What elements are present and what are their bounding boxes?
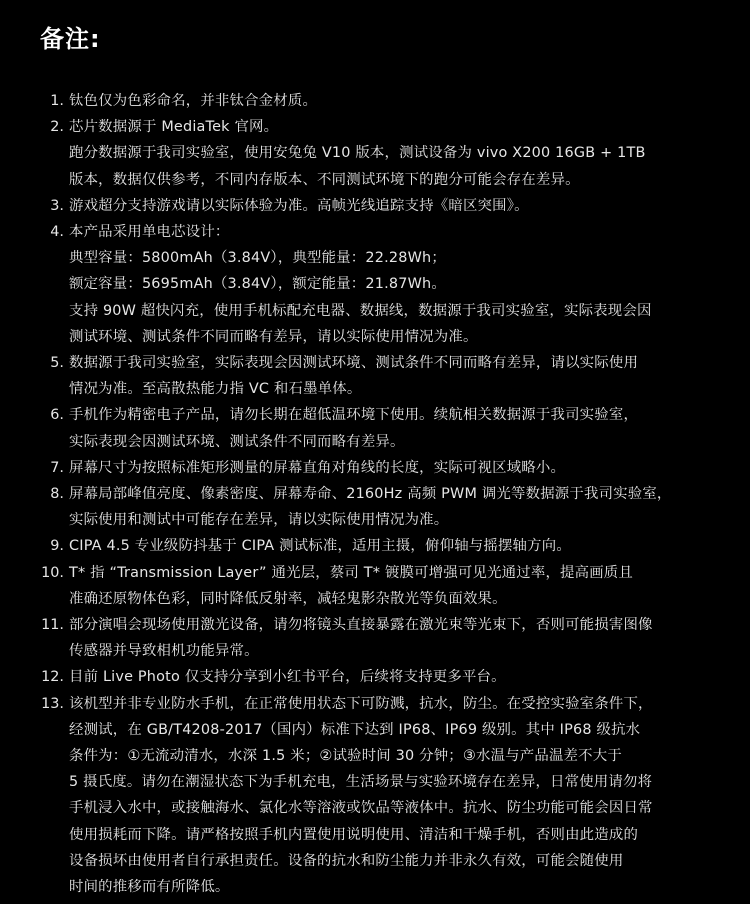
note-item <box>0 533 750 559</box>
notes-list <box>0 88 750 900</box>
note-text-line: 游戏超分支持游戏请以实际体验为准。高帧光线追踪支持《暗区突围》。 <box>69 197 529 214</box>
note-item <box>0 350 750 402</box>
note-number: 3. <box>50 197 64 214</box>
note-text-line: 数据源于我司实验室，实际表现会因测试环境、测试条件不同而略有差异，请以实际使用 <box>69 355 639 372</box>
note-item <box>0 402 750 454</box>
note-text-line: 跑分数据源于我司实验室，使用安兔兔 V10 版本，测试设备为 vivo X200 16GB + 1TB <box>69 145 646 162</box>
note-text-line: 本产品采用单电芯设计： <box>69 224 230 241</box>
note-text-line: 使用损耗而下降。请严格按照手机内置使用说明使用、清洁和干燥手机，否则由此造成的 <box>69 826 639 843</box>
note-text-line: 支持 90W 超快闪充，使用手机标配充电器、数据线，数据源于我司实验室，实际表现会因 <box>69 302 652 319</box>
note-item <box>0 481 750 533</box>
note-text-line: 5 摄氏度。请勿在潮湿状态下为手机充电，生活场景与实验环境存在差异，日常使用请勿将 <box>69 774 653 791</box>
note-text-line: 传感器并导致相机功能异常。 <box>69 643 259 660</box>
note-number: 1. <box>50 93 64 109</box>
note-text-line: 实际使用和测试中可能存在差异，请以实际使用情况为准。 <box>69 512 449 529</box>
note-text-line: 条件为：①无流动清水，水深 1.5 米；②试验时间 30 分钟；③水温与产品温差不大于 <box>69 748 622 765</box>
note-text-line: 经测试，在 GB/T4208-2017（国内）标准下达到 IP68、IP69 级别。其中 IP68 级抗水 <box>69 721 641 738</box>
note-text-line: 手机作为精密电子产品，请勿长期在超低温环境下使用。续航相关数据源于我司实验室， <box>69 407 639 424</box>
note-number: 9. <box>50 538 64 555</box>
note-item <box>0 193 750 219</box>
note-item <box>0 560 750 612</box>
note-text-line: 设备损坏由使用者自行承担责任。设备的抗水和防尘能力并非永久有效，可能会随使用 <box>69 852 624 869</box>
note-number: 10. <box>41 564 64 581</box>
note-item <box>0 691 750 901</box>
note-text-line: 该机型并非专业防水手机，在正常使用状态下可防溅，抗水，防尘。在受控实验室条件下， <box>69 695 653 712</box>
note-item <box>0 612 750 664</box>
note-text-line: 实际表现会因测试环境、测试条件不同而略有差异。 <box>69 433 405 450</box>
note-text-line: 目前 Live Photo 仅支持分享到小红书平台，后续将支持更多平台。 <box>69 669 506 686</box>
note-text-line: 典型容量：5800mAh（3.84V），典型能量：22.28Wh； <box>69 250 446 267</box>
note-item <box>0 455 750 481</box>
note-number: 6. <box>50 407 64 424</box>
note-number: 11. <box>41 617 64 634</box>
note-number: 5. <box>50 355 64 372</box>
note-text-line: 芯片数据源于 MediaTek 官网。 <box>69 119 279 136</box>
notes-heading: 备注: <box>40 25 101 53</box>
note-item <box>0 88 750 114</box>
note-text-line: 部分演唱会现场使用激光设备，请勿将镜头直接暴露在激光束等光束下，否则可能损害图像 <box>69 617 653 634</box>
note-text-line: 屏幕尺寸为按照标准矩形测量的屏幕直角对角线的长度，实际可视区域略小。 <box>69 459 566 476</box>
note-text-line: 屏幕局部峰值亮度、像素密度、屏幕寿命、2160Hz 高频 PWM 调光等数据源于我司实验室， <box>69 486 672 503</box>
note-text-line: 版本，数据仅供参考，不同内存版本、不同测试环境下的跑分可能会存在差异。 <box>69 171 580 188</box>
note-item <box>0 114 750 193</box>
note-text-line: 手机浸入水中，或接触海水、氯化水等溶液或饮品等液体中。抗水、防尘功能可能会因日常 <box>69 800 653 817</box>
note-text-line: T* 指 “Transmission Layer” 通光层，蔡司 T* 镀膜可增强可见光通过率，提高画质且 <box>69 564 633 581</box>
note-text-line: 额定容量：5695mAh（3.84V），额定能量：21.87Wh。 <box>69 276 446 293</box>
note-number: 2. <box>50 119 64 136</box>
note-text-line: 钛色仅为色彩命名，并非钛合金材质。 <box>69 93 318 109</box>
note-item <box>0 219 750 350</box>
note-item <box>0 664 750 690</box>
note-number: 13. <box>41 695 64 712</box>
note-text-line: 准确还原物体色彩，同时降低反射率，减轻鬼影杂散光等负面效果。 <box>69 590 507 607</box>
note-number: 12. <box>41 669 64 686</box>
note-number: 7. <box>50 459 64 476</box>
note-text-line: CIPA 4.5 专业级防抖基于 CIPA 测试标准，适用主摄，俯仰轴与摇摆轴方向。 <box>69 538 571 555</box>
note-number: 8. <box>50 486 64 503</box>
note-text-line: 情况为准。至高散热能力指 VC 和石墨单体。 <box>69 381 362 398</box>
note-text-line: 时间的推移而有所降低。 <box>69 879 230 896</box>
note-text-line: 测试环境、测试条件不同而略有差异，请以实际使用情况为准。 <box>69 328 478 345</box>
note-number: 4. <box>50 224 64 241</box>
